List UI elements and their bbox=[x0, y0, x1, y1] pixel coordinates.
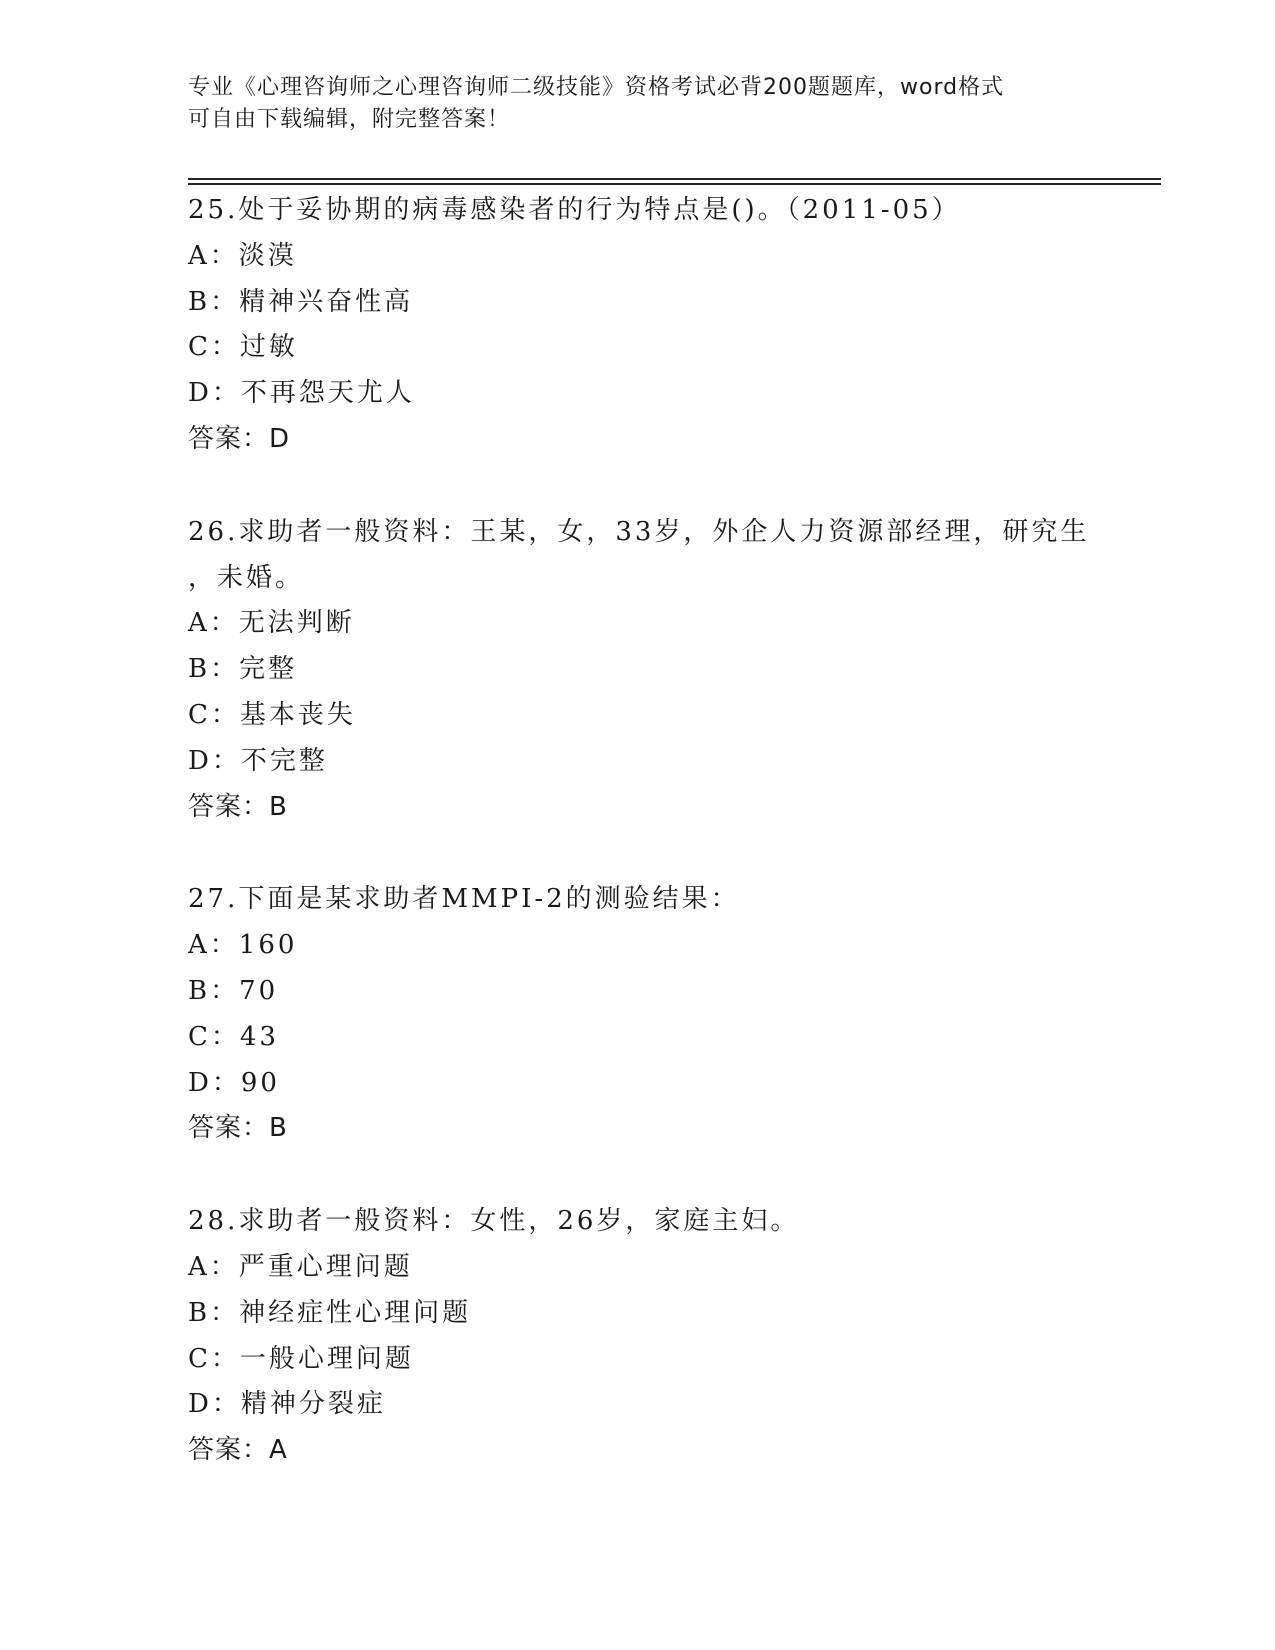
option-b: B：神经症性心理问题 bbox=[188, 1297, 472, 1328]
answer-label: 答案：B bbox=[188, 1113, 288, 1144]
question-25 bbox=[188, 188, 1088, 463]
header-line-1: 专业《心理咨询师之心理咨询师二级技能》资格考试必背200题题库，word格式 bbox=[188, 75, 1005, 100]
document-header bbox=[188, 72, 1088, 136]
option-c: C：43 bbox=[188, 1021, 279, 1052]
option-c: C：基本丧失 bbox=[188, 699, 356, 730]
option-c: C：一般心理问题 bbox=[188, 1343, 414, 1374]
question-list bbox=[188, 188, 1088, 1521]
option-a: A：严重心理问题 bbox=[188, 1251, 413, 1282]
header-divider-bottom bbox=[188, 183, 1161, 185]
header-line-2: 可自由下载编辑，附完整答案！ bbox=[188, 107, 511, 132]
question-stem: 27.下面是某求助者MMPI-2的测验结果： bbox=[188, 884, 740, 915]
question-stem: 25.处于妥协期的病毒感染者的行为特点是()。（2011-05） bbox=[188, 195, 961, 225]
option-c: C：过敏 bbox=[188, 332, 298, 363]
answer-label: 答案：A bbox=[188, 1435, 288, 1466]
option-a: A：160 bbox=[188, 930, 298, 961]
question-26 bbox=[188, 510, 1088, 831]
option-d: D：精神分裂症 bbox=[188, 1389, 386, 1420]
option-b: B：精神兴奋性高 bbox=[188, 286, 414, 317]
option-b: B：70 bbox=[188, 975, 279, 1006]
question-stem: 26.求助者一般资料：王某，女，33岁，外企人力资源部经理，研究生 bbox=[188, 516, 1090, 547]
question-stem: 28.求助者一般资料：女性，26岁，家庭主妇。 bbox=[188, 1206, 800, 1237]
question-stem-continued: ，未婚。 bbox=[188, 562, 305, 593]
option-b: B：完整 bbox=[188, 654, 298, 685]
option-d: D：不再怨天尤人 bbox=[188, 378, 415, 409]
header-divider-top bbox=[188, 178, 1161, 180]
question-27 bbox=[188, 877, 1088, 1152]
option-d: D：不完整 bbox=[188, 745, 328, 776]
answer-label: 答案：D bbox=[188, 423, 291, 454]
question-28 bbox=[188, 1199, 1088, 1474]
option-a: A：无法判断 bbox=[188, 608, 355, 639]
answer-label: 答案：B bbox=[188, 791, 288, 822]
option-d: D：90 bbox=[188, 1067, 280, 1098]
option-a: A：淡漠 bbox=[188, 240, 297, 271]
